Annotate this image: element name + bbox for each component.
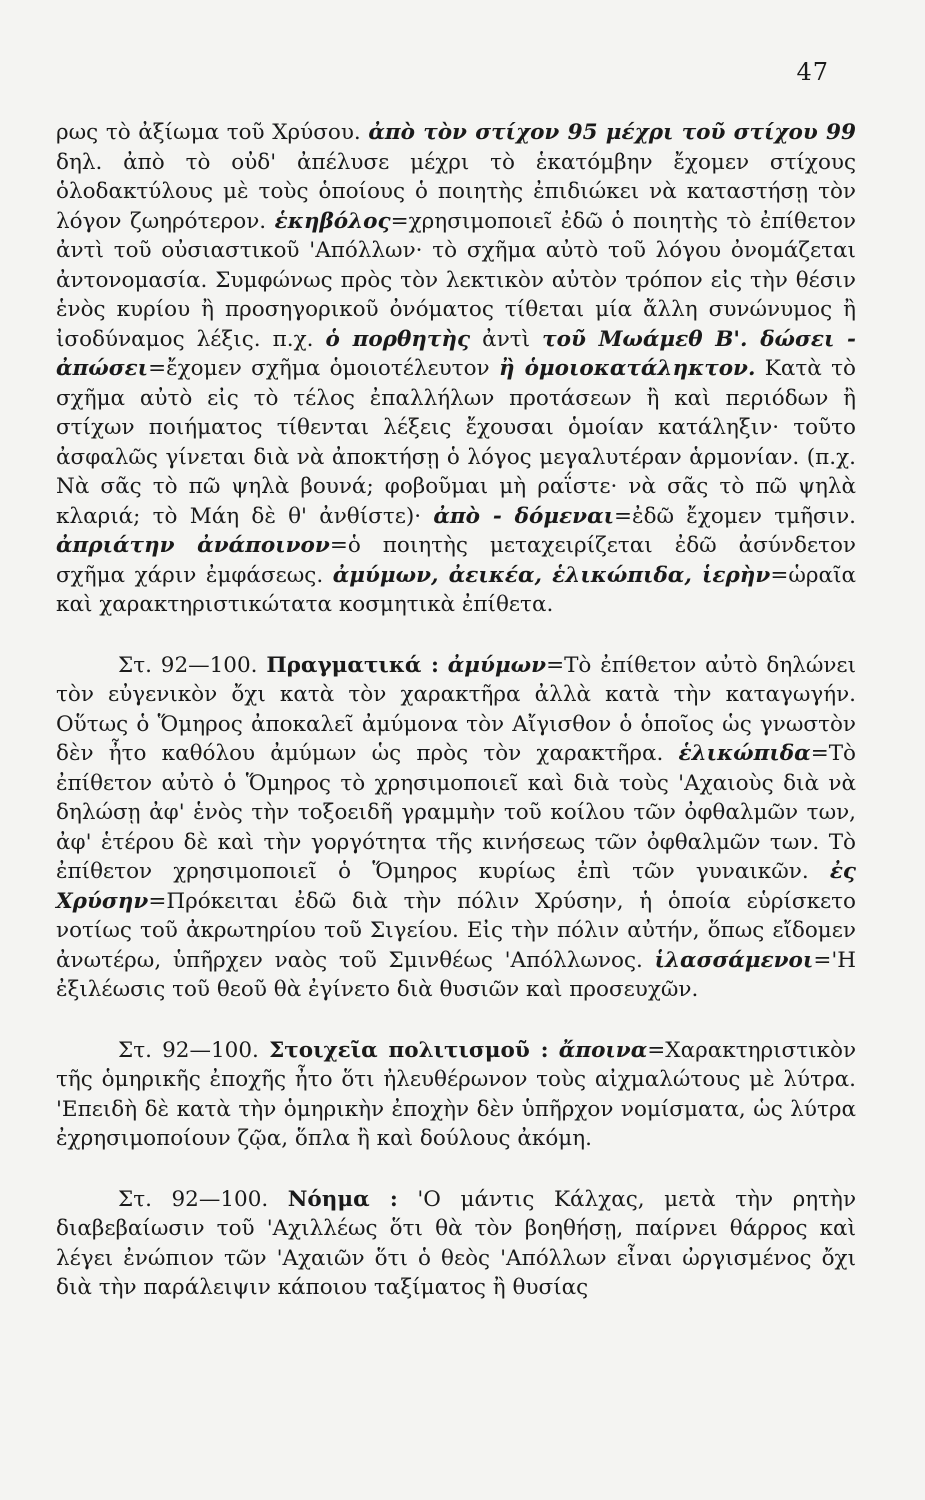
- body-text: Στ. 92—100.: [118, 652, 267, 678]
- emphasized-term: ἀμύμων: [447, 652, 547, 678]
- body-text: =Χαρακτηριστικὸν τῆς ὁμηρικῆς ἐποχῆς ἦτο ὅτι ἠλευθέρωνον τοὺς αἰχμαλώτους μὲ λύτρα. 'Επειδὴ δὲ κατὰ τὴν ὁμηρικὴν ἐποχὴν δὲν ὑπῆρχον νομίσματα, ὡς λύτρα ἐχρησιμοποίουν ζῷα, ὅπλα ἢ καὶ δούλους ἀκόμη.: [56, 1037, 857, 1151]
- body-text: =Πρόκειται ἐδῶ διὰ τὴν πόλιν Χρύσην, ἡ ὁποία εὑρίσκετο νοτίως τοῦ ἀκρωτηρίου τοῦ Σιγείου. Εἰς τὴν πόλιν αὐτήν, ὅπως εἴδομεν ἀνωτέρω, ὑπῆρχεν ναὸς τοῦ Σμινθέως 'Απόλλωνος.: [56, 888, 856, 973]
- emphasized-term: ἀπὸ τὸν στίχον 95 μέχρι τοῦ στίχου 99: [368, 120, 856, 145]
- emphasized-term: ἀπριάτην ἀνάποινον: [56, 533, 330, 558]
- body-text: [549, 1038, 559, 1063]
- body-text: Στ. 92—100.: [118, 1037, 270, 1063]
- emphasized-term: ἐς Χρύσην: [56, 859, 856, 914]
- emphasized-term: τοῦ Μωάμεθ Β'. δώσει - ἀπώσει: [56, 326, 856, 381]
- body-text: =Τὸ ἐπίθετον αὐτὸ ὁ Ὅμηρος τὸ χρησιμοποιεῖ καὶ διὰ τοὺς 'Αχαιοὺς διὰ νὰ δηλώσῃ ἀφ' ἑνὸς τὴν τοξοειδῆ γραμμὴν τοῦ κοίλου τῶν ὀφθαλμῶν των, ἀφ' ἑτέρου δὲ καὶ τὴν γοργότητα τῆς κινήσεως τῶν ὀφθαλμῶν των. Τὸ ἐπίθετον χρησιμοποιεῖ ὁ Ὅμηρος κυρίως ἐπὶ τῶν γυναικῶν.: [56, 741, 856, 884]
- body-text: ἀντὶ: [470, 326, 543, 352]
- emphasized-term: ἑλικώπιδα: [678, 741, 811, 766]
- emphasized-term: ἀμύμων, ἀεικέα, ἑλικώπιδα, ἱερὴν: [332, 562, 771, 588]
- body-text: Κατὰ τὸ σχῆμα αὐτὸ εἰς τὸ τέλος ἐπαλλήλων προτάσεων ἢ καὶ περιόδων ἢ στίχων ποιήματος τίθενται λέξεις ἔχουσαι ὁμοίαν κατάληξιν· τοῦτο ἀσφαλῶς γίνεται διὰ νὰ ἀποκτήσῃ ὁ λόγος μεγαλυτέραν ἁρμονίαν. (π.χ. Νὰ σᾶς τὸ πῶ ψηλὰ βουνά; φοβοῦμαι μὴ ραΐστε· νὰ σᾶς τὸ πῶ ψηλὰ κλαριά; τὸ Μάη δὲ θ' ἀνθίστε)·: [56, 356, 856, 529]
- body-text: Στ. 92—100.: [118, 1186, 288, 1212]
- emphasized-term: ἢ ὁμοιοκατάληκτον.: [498, 356, 756, 381]
- paragraph: [56, 1036, 856, 1154]
- emphasized-term: ὁ πορθητὴς: [325, 326, 471, 352]
- paragraph: [56, 118, 856, 620]
- body-text: =χρησιμοποιεῖ ἐδῶ ὁ ποιητὴς τὸ ἐπίθετον ἀντὶ τοῦ οὐσιαστικοῦ 'Απόλλων· τὸ σχῆμα αὐτὸ τοῦ λόγου ὀνομάζεται ἀντονομασία. Συμφώνως πρὸς τὸν λεκτικὸν αὐτὸν τρόπον εἰς τὴν θέσιν ἑνὸς κυρίου ἢ προσηγορικοῦ ὀνόματος τίθεται μία ἄλλη συνώνυμος ἢ ἰσοδύναμος λέξις. π.χ.: [56, 208, 857, 352]
- text-column: [56, 118, 856, 1303]
- paragraph: [56, 651, 856, 1005]
- body-text: =ἐδῶ ἔχομεν τμῆσιν.: [614, 503, 856, 529]
- body-text: 'Ο μάντις Κάλχας, μετὰ τὴν ρητὴν διαβεβαίωσιν τοῦ 'Αχιλλέως ὅτι θὰ τὸν βοηθήσῃ, παίρνει θάρρος καὶ λέγει ἐνώπιον τῶν 'Αχαιῶν ὅτι ὁ θεὸς 'Απόλλων εἶναι ὠργισμένος ὄχι διὰ τὴν παράλειψιν κάποιου ταξίματος ἢ θυσίας: [56, 1186, 857, 1300]
- paragraph: [56, 1185, 856, 1303]
- emphasized-term: ἄποινα: [558, 1037, 648, 1063]
- body-text: =ὡραῖα καὶ χαρακτηριστικώτατα κοσμητικὰ ἐπίθετα.: [56, 562, 857, 617]
- section-heading: Πραγματικά :: [266, 652, 439, 678]
- emphasized-term: ἀπὸ - δόμεναι: [433, 503, 615, 529]
- body-text: ='Η ἐξιλέωσις τοῦ θεοῦ θὰ ἐγίνετο διὰ θυσιῶν καὶ προσευχῶν.: [56, 947, 856, 1002]
- body-text: =ἔχομεν σχῆμα ὁμοιοτέλευτον: [148, 356, 499, 381]
- body-text: =ὁ ποιητὴς μεταχειρίζεται ἐδῶ ἀσύνδετον σχῆμα χάριν ἐμφάσεως.: [56, 533, 856, 588]
- body-text: [439, 653, 448, 678]
- emphasized-term: ἑκηβόλος: [274, 208, 391, 234]
- body-text: =Τὸ ἐπίθετον αὐτὸ δηλώνει τὸν εὐγενικὸν ὄχι κατὰ τὸν χαρακτῆρα ἀλλὰ κατὰ τὴν καταγωγήν. Οὕτως ὁ Ὅμηρος ἀποκαλεῖ ἀμύμονα τὸν Αἴγισθον ὁ ὁποῖος ὡς γνωστὸν δὲν ἦτο καθόλου ἀμύμων ὡς πρὸς τὸν χαρακτῆρα.: [56, 652, 857, 766]
- body-text: ρως τὸ ἀξίωμα τοῦ Χρύσου.: [56, 120, 369, 145]
- section-heading: Στοιχεῖα πολιτισμοῦ :: [269, 1037, 549, 1063]
- page-number: 47: [796, 58, 829, 86]
- emphasized-term: ἱλασσάμενοι: [654, 947, 814, 973]
- section-heading: Νόημα :: [287, 1186, 398, 1212]
- body-text: δηλ. ἀπὸ τὸ οὐδ' ἀπέλυσε μέχρι τὸ ἑκατόμβην ἔχομεν στίχους ὁλοδακτύλους μὲ τοὺς ὁποίους ὁ ποιητὴς ἐπιδιώκει νὰ καταστήσῃ τὸν λόγον ζωηρότερον.: [56, 149, 856, 234]
